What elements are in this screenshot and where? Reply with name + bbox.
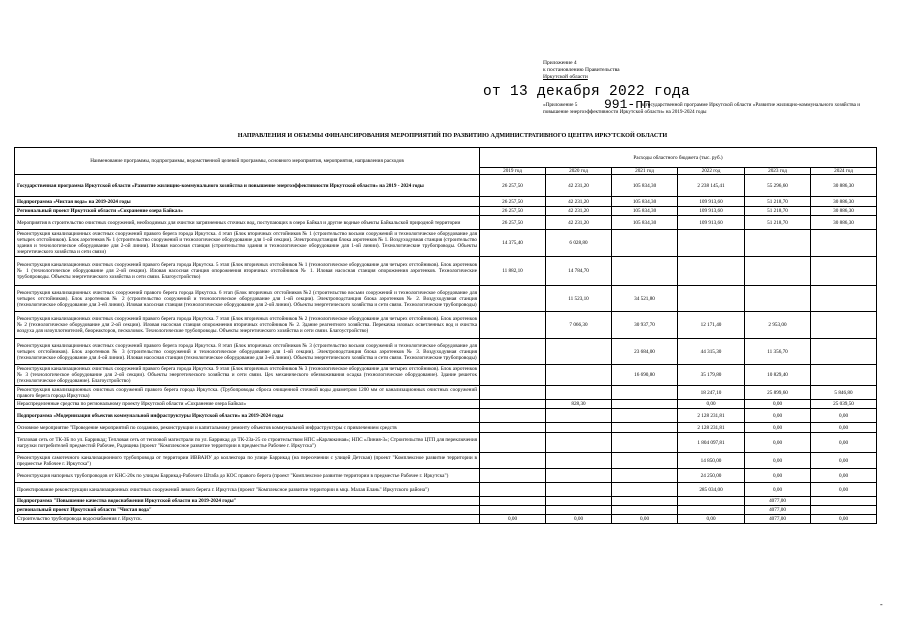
amount-cell: 109 913,60 (678, 207, 745, 216)
amount-cell: 51 218,70 (745, 216, 811, 230)
row-label: Реконструкция канализационных очистных сооружений правого берега города Иркутска. 6 этап (Блок вторичных отстойников №2 (строительство восьми сооружений и технологическое оборудование для четырех отстойников). Блок аэротенков № 2 (строительство сооружений и технологическое оборудование для 1-ой секции). Электроподстанция блока аэротенков № 2. Воздуходувная станция (технологическое оборудование для 3-ей линии). Иловая насосная станция (технологическое оборудование для 2-ой линии). Объекты энергетического хозяйства и сети связи. Технологические трубопроводы) (15, 286, 480, 312)
amount-cell: 0,00 (678, 400, 745, 409)
amount-cell (745, 257, 811, 286)
amount-cell: 34 521,80 (612, 286, 678, 312)
amount-cell (546, 453, 612, 469)
amount-cell (678, 230, 745, 257)
amount-cell: 30 886,30 (811, 175, 877, 197)
amount-cell (480, 506, 546, 515)
page-title: НАПРАВЛЕНИЯ И ОБЪЕМЫ ФИНАНСИРОВАНИЯ МЕРОПРИЯТИЙ ПО РАЗВИТИЮ АДМИНИСТРАТИВНОГО ЦЕНТРА ИРКУТСКОЙ ОБЛАСТИ (237, 132, 668, 139)
decree-number-stamp: 991-пп (604, 97, 651, 112)
amount-cell: 0,00 (811, 409, 877, 423)
row-label: Региональный проект Иркутской области «Сохранение озера Байкал» (15, 207, 480, 216)
amount-cell: 23 684,00 (612, 339, 678, 365)
amount-cell: 285 034,00 (678, 483, 745, 497)
row-label: Реконструкция канализационных очистных сооружений правого берега города Иркутска. 9 этап (Блок вторичных отстойников № 3 (технологическое оборудование для четырех отстойников). Блок аэротенков № 3 (технологическое оборудование для 2-ой секции). Объекты энергетического хозяйства и сети связи. Цех механического обезвоживания осадка (технологическое оборудование). Здание решеток (технологическое оборудование). Благоустройство) (15, 365, 480, 386)
amount-cell: 42 231,20 (546, 197, 612, 207)
name-column-header: Наименование программы, подпрограммы, ведомственной целевой программы, основного мероприятия, мероприятия, направления расходов (15, 148, 480, 175)
amount-cell: 30 886,30 (811, 197, 877, 207)
amount-cell: 16 690,80 (612, 365, 678, 386)
amount-cell: 105 834,30 (612, 175, 678, 197)
amount-cell (811, 497, 877, 506)
amount-cell: 18 247,10 (678, 386, 745, 400)
row-label: Основное мероприятие "Проведение мероприятий по созданию, реконструкции и капитальному ремонту объектов коммунальной инфраструктуры с привлечением средств (15, 423, 480, 433)
amount-cell: 14 375,40 (480, 230, 546, 257)
amount-cell (480, 469, 546, 483)
appendix-header (543, 60, 620, 81)
amount-cell (480, 339, 546, 365)
amount-cell: 0,00 (745, 409, 811, 423)
amount-cell (480, 423, 546, 433)
amount-cell: 0,00 (745, 483, 811, 497)
table-row (15, 453, 877, 469)
amount-cell: 0,00 (811, 423, 877, 433)
amount-cell (678, 506, 745, 515)
amount-cell (678, 497, 745, 506)
amount-cell: 11 882,10 (480, 257, 546, 286)
amount-cell: 109 913,60 (678, 216, 745, 230)
amount-cell: 11 523,10 (546, 286, 612, 312)
table-row (15, 433, 877, 453)
appendix-line: к постановлению Правительства (543, 67, 620, 73)
table-row (15, 216, 877, 230)
year-header: 2020 год (546, 168, 612, 175)
amount-cell: 4077,00 (745, 506, 811, 515)
amount-cell: 4077,00 (745, 497, 811, 506)
amount-cell: 0,00 (811, 453, 877, 469)
amount-cell (612, 483, 678, 497)
amount-cell (612, 257, 678, 286)
amount-cell: 1 804 097,81 (678, 433, 745, 453)
table-row (15, 515, 877, 524)
amount-cell: 7 066,30 (546, 312, 612, 339)
amount-cell: 105 834,30 (612, 207, 678, 216)
appendix-number: «Приложение 5 (543, 102, 578, 108)
row-label: Реконструкция канализационных очистных сооружений правого берега города Иркутска. (Трубопроводы сброса очищенной сточной воды диаметром 1200 мм от канализационных очистных сооружений правого берега города Иркутска) (15, 386, 480, 400)
table-row (15, 197, 877, 207)
amount-cell (678, 286, 745, 312)
appendix-program-text: к государственной программе Иркутской области «Развитие жилищно-коммунального хозяйства и повышение энергоэффективности Иркутской области» на 2019-2024 годы (543, 102, 861, 115)
amount-cell (546, 497, 612, 506)
amount-cell (612, 230, 678, 257)
amount-cell (811, 257, 877, 286)
amount-cell (546, 365, 612, 386)
amount-cell (811, 312, 877, 339)
amount-cell (612, 497, 678, 506)
amount-cell: 42 231,20 (546, 175, 612, 197)
amount-cell (546, 423, 612, 433)
row-label: Нераспределенные средства по региональному проекту Иркутской области «Сохранение озера Байкал» (15, 400, 480, 409)
table-row (15, 497, 877, 506)
table-row (15, 230, 877, 257)
amount-cell: 55 296,60 (745, 175, 811, 197)
appendix-line: Приложение 4 (543, 60, 577, 66)
year-header: 2021 год (612, 168, 678, 175)
amount-cell (612, 453, 678, 469)
amount-cell: 2 128 231,81 (678, 409, 745, 423)
amount-cell: 2 238 145,41 (678, 175, 745, 197)
amount-cell (811, 286, 877, 312)
amount-cell (612, 433, 678, 453)
amount-cell: 12 171,40 (678, 312, 745, 339)
funding-table (14, 147, 877, 524)
amount-cell: 30 886,30 (811, 216, 877, 230)
table-row (15, 339, 877, 365)
amount-cell (480, 483, 546, 497)
amount-cell: 0,00 (811, 469, 877, 483)
row-label: региональный проект Иркутской области "Чистая вода" (15, 506, 480, 515)
amount-cell: 14 850,00 (678, 453, 745, 469)
amount-cell: 11 356,70 (745, 339, 811, 365)
header-row (15, 148, 877, 168)
amount-cell (745, 230, 811, 257)
amount-cell: 24 250,00 (678, 469, 745, 483)
amount-cell (546, 386, 612, 400)
table-row (15, 312, 877, 339)
table-row (15, 257, 877, 286)
amount-cell: 105 834,30 (612, 197, 678, 207)
amount-cell: 4077,00 (745, 515, 811, 524)
amount-cell: 0,00 (745, 400, 811, 409)
amount-cell (480, 497, 546, 506)
amount-cell: 0,00 (546, 515, 612, 524)
table-row (15, 423, 877, 433)
row-label: Строительство трубопровода водоснабжения г. Иркутск. (15, 515, 480, 524)
appendix-subheader (543, 102, 873, 116)
row-label: Подпрограмма «Модернизация объектов коммунальной инфраструктуры Иркутской области» на 2019-2024 годы (15, 409, 480, 423)
table-row (15, 207, 877, 216)
amount-cell (811, 230, 877, 257)
amount-cell (612, 423, 678, 433)
amount-cell: 0,00 (811, 483, 877, 497)
amount-cell (612, 386, 678, 400)
amount-cell: 30 937,70 (612, 312, 678, 339)
year-header: 2022 год (678, 168, 745, 175)
amount-cell (678, 257, 745, 286)
amount-cell: 6 028,80 (546, 230, 612, 257)
table-row (15, 506, 877, 515)
amount-cell: 0,00 (745, 433, 811, 453)
amount-cell: 26 257,50 (480, 207, 546, 216)
year-header: 2024 год (811, 168, 877, 175)
amount-cell: 0,00 (811, 515, 877, 524)
amount-cell (480, 286, 546, 312)
row-label: Подпрограмма «Чистая вода» на 2019-2024 годы (15, 197, 480, 207)
amount-cell (480, 312, 546, 339)
amount-cell (480, 365, 546, 386)
amount-cell: 0,00 (745, 453, 811, 469)
row-label: Реконструкция самотечного канализационного трубопровода от территории ИВВАИУ до коллектора по улице Баррикад (на пересечении с улицей Детская) (проект "Комплексное развитие территории в предместье Рабочее г. Иркутска") (15, 453, 480, 469)
table-row (15, 409, 877, 423)
amount-cell: 109 913,60 (678, 197, 745, 207)
amount-cell: 2 128 231,81 (678, 423, 745, 433)
amount-cell: 51 218,70 (745, 197, 811, 207)
amount-cell: 10 829,40 (745, 365, 811, 386)
amount-cell: 25 039,50 (811, 400, 877, 409)
table-row (15, 386, 877, 400)
amount-cell (612, 409, 678, 423)
amount-cell (811, 365, 877, 386)
appendix-line: Иркутской области (543, 74, 588, 80)
amount-cell: 14 784,70 (546, 257, 612, 286)
year-header: 2023 год (745, 168, 811, 175)
decree-date-stamp: от 13 декабря 2022 года (483, 84, 691, 100)
row-label: Мероприятия в строительство очистных сооружений, необходимых для очистки загрязненных сточных вод, поступающих в озеро Байкал и другие водные объекты Байкальской природной территории (15, 216, 480, 230)
amount-cell (480, 400, 546, 409)
amount-cell: 5 846,80 (811, 386, 877, 400)
table-row (15, 400, 877, 409)
amount-cell (745, 286, 811, 312)
amount-cell: 0,00 (745, 469, 811, 483)
amount-cell: 25 899,60 (745, 386, 811, 400)
amount-cell (546, 483, 612, 497)
amount-cell: 26 257,50 (480, 197, 546, 207)
amount-cell (612, 400, 678, 409)
table-row (15, 483, 877, 497)
budget-header: Расходы областного бюджета (тыс. руб.) (480, 148, 877, 168)
row-label: Реконструкция канализационных очистных сооружений правого берега города Иркутска. 4 этап (Блок вторичных отстойников № 1 (строительство восьми сооружений и технологическое оборудование для четырех отстойников). Блок аэротенков № 1 (строительство сооружений и технологическое оборудование для 1-ой секции). Электроподстанция блока аэротенков № 1. Воздуходувная станция (строительство здания и технологическое оборудование для 2-ой линии). Иловая насосная станция (строительство здания и технологическое оборудование для 1-ой линии). Технологические трубопроводы. Объекты энергетического хозяйства и сети связи) (15, 230, 480, 257)
row-label: Проектирование реконструкции канализационных очистных сооружений левого берега г. Иркутска (проект "Комплексное развитие территории в мкр. Малая Елань" Иркутского района") (15, 483, 480, 497)
amount-cell (546, 409, 612, 423)
table-row (15, 469, 877, 483)
amount-cell (480, 433, 546, 453)
amount-cell (546, 339, 612, 365)
amount-cell: 0,00 (745, 423, 811, 433)
page-marker: - (880, 600, 883, 609)
row-label: Тепловая сеть от ТК-3Б по ул. Баррикад; Тепловая сеть от тепловой магистрали по ул. Баррикад до ТК-23а-25 со строительством НПС «Карлюкиная»; НПС «Линия-3»; Строительство ЦТП для переключения нагрузки потребителей предместий Рабочее, Радищева (проект "Комплексное развитие территории в предместье Рабочее г. Иркутска") (15, 433, 480, 453)
row-label: Государственная программа Иркутской области «Развитие жилищно-коммунального хозяйства и повышение энергоэффективности Иркутской области» на 2019 - 2024 годы (15, 175, 480, 197)
amount-cell (811, 506, 877, 515)
table-row (15, 175, 877, 197)
amount-cell (612, 469, 678, 483)
amount-cell: 26 257,50 (480, 216, 546, 230)
amount-cell (546, 433, 612, 453)
table-row (15, 286, 877, 312)
amount-cell (480, 453, 546, 469)
row-label: Реконструкция канализационных очистных сооружений правого берега города Иркутска. 7 этап (Блок вторичных отстойников № 2 (технологическое оборудование для четырех отстойников). Блок аэротенков № 2 (технологическое оборудование для 2-ой секции). Иловая насосная станция опорожнения вторичных отстойников № 2. Здание реагентного хозяйства. Перекачка иловых осветленных вод и очистка воздуха для илоуплотнителей, биореакторов, песколовок. Технологические трубопроводы. Объекты энергетического хозяйства и сети связи. Благоустройство) (15, 312, 480, 339)
amount-cell: 0,00 (612, 515, 678, 524)
amount-cell: 0,00 (480, 515, 546, 524)
amount-cell (546, 469, 612, 483)
amount-cell (480, 386, 546, 400)
amount-cell: 51 218,70 (745, 207, 811, 216)
amount-cell: 30 886,30 (811, 207, 877, 216)
amount-cell (612, 506, 678, 515)
amount-cell: 2 953,00 (745, 312, 811, 339)
amount-cell: 35 179,80 (678, 365, 745, 386)
year-header: 2019 год (480, 168, 546, 175)
row-label: Реконструкция напорных трубопроводов от КНС-20к по улицам Баррикад-Рабочего Штаба до КОС правого берега (проект "Комплексное развитие территории в предместье Рабочее г. Иркутска") (15, 469, 480, 483)
amount-cell: 828,30 (546, 400, 612, 409)
amount-cell: 0,00 (811, 433, 877, 453)
amount-cell: 42 231,20 (546, 207, 612, 216)
amount-cell (546, 506, 612, 515)
amount-cell: 44 315,30 (678, 339, 745, 365)
row-label: Подпрограмма "Повышение качества водоснабжения Иркутской области на 2019-2024 годы" (15, 497, 480, 506)
amount-cell (811, 339, 877, 365)
table-row (15, 365, 877, 386)
amount-cell (480, 409, 546, 423)
amount-cell: 105 834,30 (612, 216, 678, 230)
amount-cell: 0,00 (678, 515, 745, 524)
amount-cell: 42 231,20 (546, 216, 612, 230)
row-label: Реконструкция канализационных очистных сооружений правого берега города Иркутска. 8 этап (Блок вторичных отстойников № 3 (строительство восьми сооружений и технологическое оборудование для четырех отстойников). Блок аэротенков № 3 (строительство сооружений и технологическое оборудование для 1-ой секции). Электроподстанция блока аэротенков № 3. Воздуходувная станция (технологическое оборудование для 4-ой линии). Иловая насосная станция (технологическое оборудование для 3-ей линии). Объекты энергетического хозяйства и сети связи. Технологические трубопроводы) (15, 339, 480, 365)
amount-cell: 26 257,50 (480, 175, 546, 197)
row-label: Реконструкция канализационных очистных сооружений правого берега города Иркутска. 5 этап (Блок вторичных отстойников № 1 (технологическое оборудование для четырех отстойников). Блок аэротенков № 1 (технологическое оборудование для 2-ой секции). Иловая насосная станция опорожнения вторичных отстойников № 1. Иловая насосная станция опорожнения аэротенков. Технологические трубопроводы. Объекты энергетического хозяйства и сети связи. Благоустройство) (15, 257, 480, 286)
